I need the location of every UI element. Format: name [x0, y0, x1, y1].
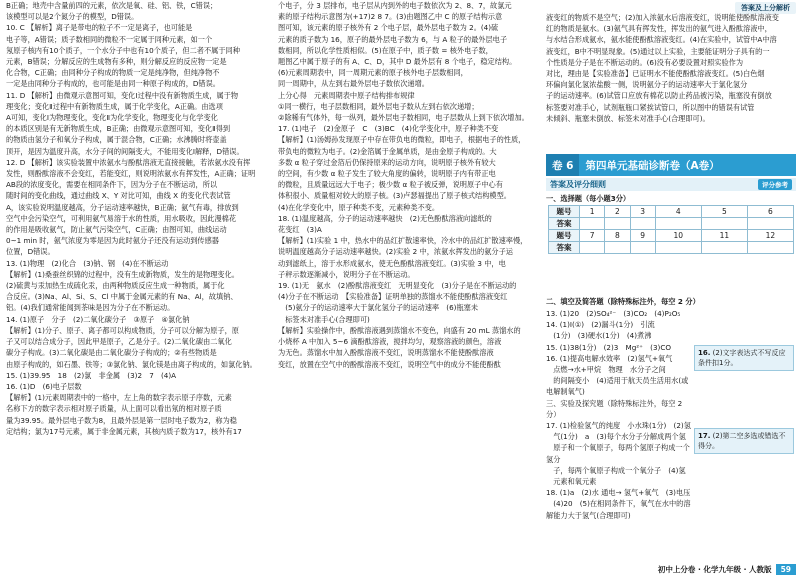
grid-cell [701, 242, 747, 254]
text-line: 原子和一个氧原子，每两个氢原子构成一个氢分 [546, 443, 690, 464]
text-line: 多数 α 粒子穿过金箔后仍保持原来的运动方向，说明原子核外有较大 [278, 157, 496, 167]
text-line: 与水结合形成氨水，氨水能使酚酞溶液变红。(4)在实验中，试管中A中溶 [546, 35, 777, 45]
text-line: 12. D 【解析】该实验装置中浓氨水与酚酞溶液无直接接触，若浓氨水没有挥 [6, 157, 251, 167]
text-line: 10. C 【解析】离子是带电的粒子不一定是离子，也可能是 [6, 23, 193, 33]
text-line: 17. (1)检验氢气的纯度 小水珠(1分) (2)氢 [546, 421, 691, 431]
text-line: (5)氨分子的运动速率大于氯化氢分子的运动速率 (6)瓶塞未 [278, 303, 479, 313]
side-note-num: 17. [698, 432, 711, 440]
text-line: 15. (1)38(1分) (2)3 Mg²⁺ (3)CO [546, 342, 672, 352]
text-line: 元素和氧元素 [546, 477, 597, 487]
side-note-num: 16. [698, 349, 711, 357]
text-line: 【解析】(1)桑蚕丝织锦的过程中，没有生成新物质，发生的是物理变化。 [6, 269, 239, 279]
text-line: 【解析】(1)汤姆孙发现原子中存在带负电的微粒，即电子，根据电子的性质， [278, 135, 526, 145]
text-line: 环偏向氯化氢浓盐酸一侧，说明氨分子的运动速率大于氯化氢分 [546, 80, 748, 90]
grid-cell: 6 [747, 206, 793, 218]
text-line: 13. (1)物理 (2)化合 (3)钠、钢 (4)在不断运动 [6, 258, 169, 268]
text-line: (1分) (3)硬水(1分) (4)煮沸 [546, 331, 652, 341]
column-left [6, 0, 268, 437]
text-line: 子的运动速率。(6)试管口应放有棉花以防止药品被污染，瓶塞没有倒放 [546, 91, 772, 101]
page-footer [546, 562, 796, 576]
grid-row [549, 206, 794, 218]
select-title: 一、选择题（每小题3分） [546, 194, 631, 203]
text-line: 元素的质子数为 16，原子的最外层电子数为 6，与 A 粒子的最外层电子 [278, 34, 508, 44]
text-line: 液变红，B中不明显现象。(5)通过以上实验，主要能证明分子具有的一 [546, 46, 770, 56]
text-line: 顶开，是因为温度升高，水分子间的间隔变大，不能用变化Ⅰ解释，D错误。 [6, 146, 244, 156]
grid-cell: 9 [630, 230, 655, 242]
text-line: 名称下方的数字表示相对原子质量，从上面可以看出氖的相对原子质 [6, 404, 222, 414]
grid-row [549, 218, 794, 230]
text-line: 碳分子构成。(3)二氧化碳是由二氧化碳分子构成的；②有些物质是 [6, 348, 217, 358]
grid-row [549, 242, 794, 254]
text-line: 带负电的微粒为电子。(2)金箔属于金属单质，是由金原子构成的。大 [278, 146, 497, 156]
text-line: 对比，理由是【实验准备】已证明水不能使酚酞溶液变红。(5)白色烟 [546, 69, 765, 79]
text-line: 18. (1)a (2)水 通电→ 氢气+氧气 (3)电压 [546, 488, 691, 498]
grid-row-label: 题号 [549, 230, 580, 242]
grid-cell [630, 242, 655, 254]
text-line: 11. D 【解析】由微观示意图可知，变化Ⅰ过程中没有新物质生成，属于物 [6, 90, 239, 100]
grid-cell [701, 218, 747, 230]
text-line: (6)元素周期表中，同一周期元素的原子核外电子层数相同， [278, 68, 468, 78]
grid-row-label: 题号 [549, 206, 580, 218]
text-line: 0~1 min 时，氨气浓度为零是因为此时氨分子还没有运动到传感器 [6, 236, 219, 246]
grid-cell [605, 242, 630, 254]
text-line: 变红，放置在空气中的酚酞溶液不变红，说明空气中的成分不能使酚酞 [278, 359, 501, 369]
side-note [694, 345, 794, 371]
text-line: 理变化；变化Ⅱ过程中有新物质生成，属于化学变化，A正确。由选项 [6, 101, 223, 111]
grid-cell [605, 218, 630, 230]
grid-cell: 1 [580, 206, 605, 218]
text-line: B正确；地壳中含量前四的元素，依次是氧、硅、铝、铁，C错误； [6, 1, 218, 10]
text-line: 19. (1)无 氨水 (2)酚酞溶液变红 无明显变化 (3)分子是在不断运动的 [278, 281, 517, 291]
grid-cell: 11 [701, 230, 747, 242]
text-line: (4)20 (5)在相同条件下，氧气在水中的溶解能力大于氢气(合理即可) [546, 499, 691, 520]
text-line: 铝。(4)我们通常能闻到茶味是因为分子在不断运动。 [6, 303, 175, 313]
grid-cell: 2 [605, 206, 630, 218]
unit-banner [546, 154, 796, 176]
column-right-bottom [546, 308, 692, 521]
grid-cell: 4 [655, 206, 701, 218]
grid-cell: 8 [605, 230, 630, 242]
text-line: 标签要对准手心，试剂瓶瓶口紧挨试管口，所以图中的错误有试管 [546, 102, 755, 112]
grid-row [549, 230, 794, 242]
grid-cell [747, 218, 793, 230]
text-line: 发性，则酚酞溶液不会变红，若能变红，则说明浓氨水有挥发性，A正确；证明 [6, 169, 256, 179]
grid-cell: 5 [701, 206, 747, 218]
text-line: ②除稀有气体外，每一纵列，最外层电子数相同，电子层数从上到下依次增加。 [278, 113, 529, 123]
text-line: A，该实验说明温度越高，分子运动速率越快，B正确；氨气有毒，排放到 [6, 202, 239, 212]
text-line: 14. (1)原子 分子 (2)二氧化碳分子 ③原子 ④氯化钠 [6, 314, 190, 324]
grid-cell [655, 242, 701, 254]
text-line: 气(1分) a (3)每个水分子分解成两个氢 [546, 432, 686, 442]
text-line: 红的物质是氨水。(3)氨气具有挥发性，挥发出的氨气进入酚酞溶液中， [546, 24, 772, 34]
side-note-text: (2)文字表达式不写反应条件扣1分。 [698, 349, 786, 367]
text-line: 一定是由同种分子构成的，也可能是由同一种原子构成的，D错误。 [6, 79, 220, 89]
text-line: 题图乙中属于原子的有 A、C、D，其中 D 最外层有 8 个电子，稳定结构。 [278, 57, 517, 67]
text-line: 的本质区别是有无新物质生成，B正确；由微观示意图可知，变化Ⅱ得到 [6, 124, 231, 134]
text-line: 动到滤纸上，溶于水形成氨水，使无色酚酞溶液变红。(3)实验 3 中，电 [278, 258, 506, 268]
text-line: 【解析】(1)分子、原子、离子都可以构成物质，分子可以分解为原子，原 [6, 325, 239, 335]
text-line: 合反应。(3)Na、Al、Si、S、Cl 中属于金属元素的有 Na、Al，故填钠、 [6, 292, 238, 302]
grid-cell [580, 218, 605, 230]
banner-label: 卷 6 [546, 154, 579, 176]
text-line: 电子等，A错误；质子数相同的微粒不一定属于同种元素，如一个 [6, 34, 213, 44]
text-line: 该模型可以是2个氮分子的模型，D错误。 [6, 12, 139, 22]
grid-cell [655, 218, 701, 230]
text-line: (4)分子在不断运动 【实验准备】证明单独的蒸馏水不能使酚酞溶液变红 [278, 292, 508, 302]
text-line: 花变红 (3)A [278, 225, 322, 235]
text-line: 的微粒，且质量远远大于电子；极少数 α 粒子被反弹，说明原子中心有 [278, 180, 503, 190]
answer-section-bar [546, 178, 796, 191]
text-line: (4)在化学变化中，原子种类不变，元素种类不变。 [278, 202, 440, 212]
text-line: 17. (1)电子 (2)金原子 C (3)BC (4)化学变化中，原子种类不变 [278, 124, 499, 134]
text-line: 的空间，有少数 α 粒子发生了较大角度的偏转，说明原子内有带正电 [278, 169, 496, 179]
text-line: 由原子构成的，如石墨、铁等；③氯化钠、氯化镁是由离子构成的，如氯化钠。 [6, 359, 257, 369]
column-middle [278, 0, 538, 370]
answer-grid [548, 205, 794, 254]
grid-row-label: 答案 [549, 218, 580, 230]
column-right-top [546, 12, 796, 124]
text-line: 16. (1)D (6)电子层数 [6, 381, 82, 391]
side-note-text: (2)第二空多选或错选不得分。 [698, 432, 786, 450]
grid-cell: 3 [630, 206, 655, 218]
text-line: AB段的浓度变化，需要在相同条件下，因为分子在不断运动，所以 [6, 180, 218, 190]
text-line: 标签未对准手心(合理即可) [278, 314, 370, 324]
text-line: 14. (1)Ⅰ(①) (2)漏斗(1分) 引流 [546, 320, 655, 330]
text-line: 空气中会污染空气，可利用氨气易溶于水的性质，用水吸收，因此漫棉花 [6, 213, 237, 223]
text-line: 15. (1)39.95 18 (2)氯 非金属 (3)2 7 (4)A [6, 370, 177, 380]
header-title: 答案及上分解析 [735, 2, 796, 14]
answer-section-badge: 评分参考 [758, 179, 792, 190]
text-line: 13. (1)20 (2)SO₄²⁻ (3)CO₂ (4)P₂O₅ [546, 309, 681, 318]
answer-section-title: 答案及评分细则 [550, 180, 606, 189]
grid-cell: 10 [655, 230, 701, 242]
text-line: 为无色。蒸馏水中加入酚酞溶液不变红，说明蒸馏水不能使酚酞溶液 [278, 348, 494, 358]
text-line: 18. (1)温度越高，分子的运动速率越快 (2)无色酚酞溶液向滤纸的 [278, 213, 492, 223]
grid-cell [630, 218, 655, 230]
text-line: A可知，变化Ⅰ为物理变化，变化Ⅱ为化学变化，物理变化与化学变化 [6, 113, 218, 123]
text-line: 位置，D错误。 [6, 247, 55, 257]
text-line: 16. (1)提高电解水效率 (2)氢气+氧气 [546, 353, 673, 363]
text-line: 体积很小、质量相对较大的原子核。(3)卢瑟福提出了原子核式结构模型。 [278, 191, 511, 201]
text-line: 小烧杯 A 中加入 5~6 滴酚酞溶液，搅拌均匀，观察溶液的颜色，溶液 [278, 337, 502, 347]
text-line: 液变红的物质不是空气；(2)加入浓氨水后溶液变红，说明能使酚酞溶液变 [546, 13, 779, 22]
text-line: ①同一横行，电子层数相同，最外层电子数从左到右依次递增； [278, 101, 479, 111]
text-line: 素的原子结构示意图为(+17)2 8 7。(3)由题图乙中 C 的原子结构示意 [278, 12, 503, 22]
text-line: 上分心得 元素周期表中原子结构排布规律 [278, 90, 415, 100]
page-number: 59 [776, 564, 796, 575]
text-line: 【解析】实验操作中，酚酞溶液遇到蒸馏水不变色，向盛有 20 mL 蒸馏水的 [278, 325, 521, 335]
text-line: 【解析】(1)元素周期表中的一格中，左上角的数字表示原子序数，元素 [6, 393, 232, 403]
text-line: 子秤示数逐渐减小，说明分子在不断运动。 [278, 269, 415, 279]
text-line: 个性质是分子是在不断运动的。(6)没有必要设置对照实验作为 [546, 57, 744, 67]
text-line: 随时间的变化曲线，通过曲线 X、Y 对比可知，曲线 X 的变化代表试管 [6, 191, 231, 201]
text-line: 化合物，C正确；由同种分子构成的物质一定是纯净物，但纯净物不 [6, 68, 220, 78]
text-line: 说明温度越高分子运动速率越快。(2)实验 2 中，浓氨水挥发出的氨分子运 [278, 247, 513, 257]
fill-section-title: 二、填空及简答题（除特殊标注外，每空 2 分） [546, 297, 700, 306]
text-line: 子，每两个氧原子构成一个氧分子 (4)氢 [546, 465, 686, 475]
text-line: 子又可以结合成分子，因此甲是原子，乙是分子。(2)二氧化碳由二氧化 [6, 337, 232, 347]
text-line: 的物质由氢分子和氧分子构成，属于混合物，C正确；水沸腾时将壶盖 [6, 135, 227, 145]
text-line: (2)硫黄与汞加热生成硫化汞，由两种物质反应生成一种物质，属于化 [6, 281, 225, 291]
text-line: 同一周期中，从左到右最外层电子数依次递增。 [278, 79, 429, 89]
text-line: 图可知，该元素的原子核外有 2 个电子层，最外层电子数为 2。(4)硫 [278, 23, 499, 33]
text-line: 【解析】(1)实验 1 中，热水中的品红扩散速率快，冷水中的品红扩散速率慢， [278, 236, 528, 246]
grid-cell: 12 [747, 230, 793, 242]
text-line: 未倾斜、瓶塞未倒放、标签未对准手心(合理即可)。 [546, 113, 710, 123]
grid-cell [580, 242, 605, 254]
banner-title: 第四单元基础诊断卷（A卷） [585, 159, 720, 172]
side-note [694, 428, 794, 454]
grid-cell [747, 242, 793, 254]
text-line: 的间隔变小 (4)适用于航天员生活用水(或电解制氧气) [546, 376, 689, 397]
text-line: 点燃→水+甲烷 物理 水分子之间 [546, 365, 666, 375]
text-line: 数相同，所以化学性质相似。(5)在原子中，质子数 = 核外电子数， [278, 45, 493, 55]
text-line: 三、实验及探究题（除特殊标注外，每空 2 分） [546, 398, 683, 419]
grid-row-label: 答案 [549, 242, 580, 254]
text-line: 定结构；氯为17号元素，属于非金属元素，其核内质子数为17，核外有17 [6, 426, 242, 436]
text-line: 元素，B错误；分解反应的生成物有多种，则分解反应的反应物一定是 [6, 57, 227, 67]
grid-cell: 7 [580, 230, 605, 242]
text-line: 氖原子核内有10个质子，一个水分子中也有10个质子，但二者不属于同种 [6, 45, 240, 55]
text-line: 的作用是吸收氨气，防止氨气污染空气，C正确；由图可知，曲线运动 [6, 225, 227, 235]
text-line: 量为39.95。最外层电子数为8，且最外层是第一层时电子数为2，称为稳 [6, 415, 237, 425]
footer-text: 初中上分卷 · 化学九年级 · 人教版 [657, 564, 772, 574]
text-line: 个电子，分 3 层排布，电子层从内到外的电子数依次为 2、8、7，故氯元 [278, 1, 512, 10]
